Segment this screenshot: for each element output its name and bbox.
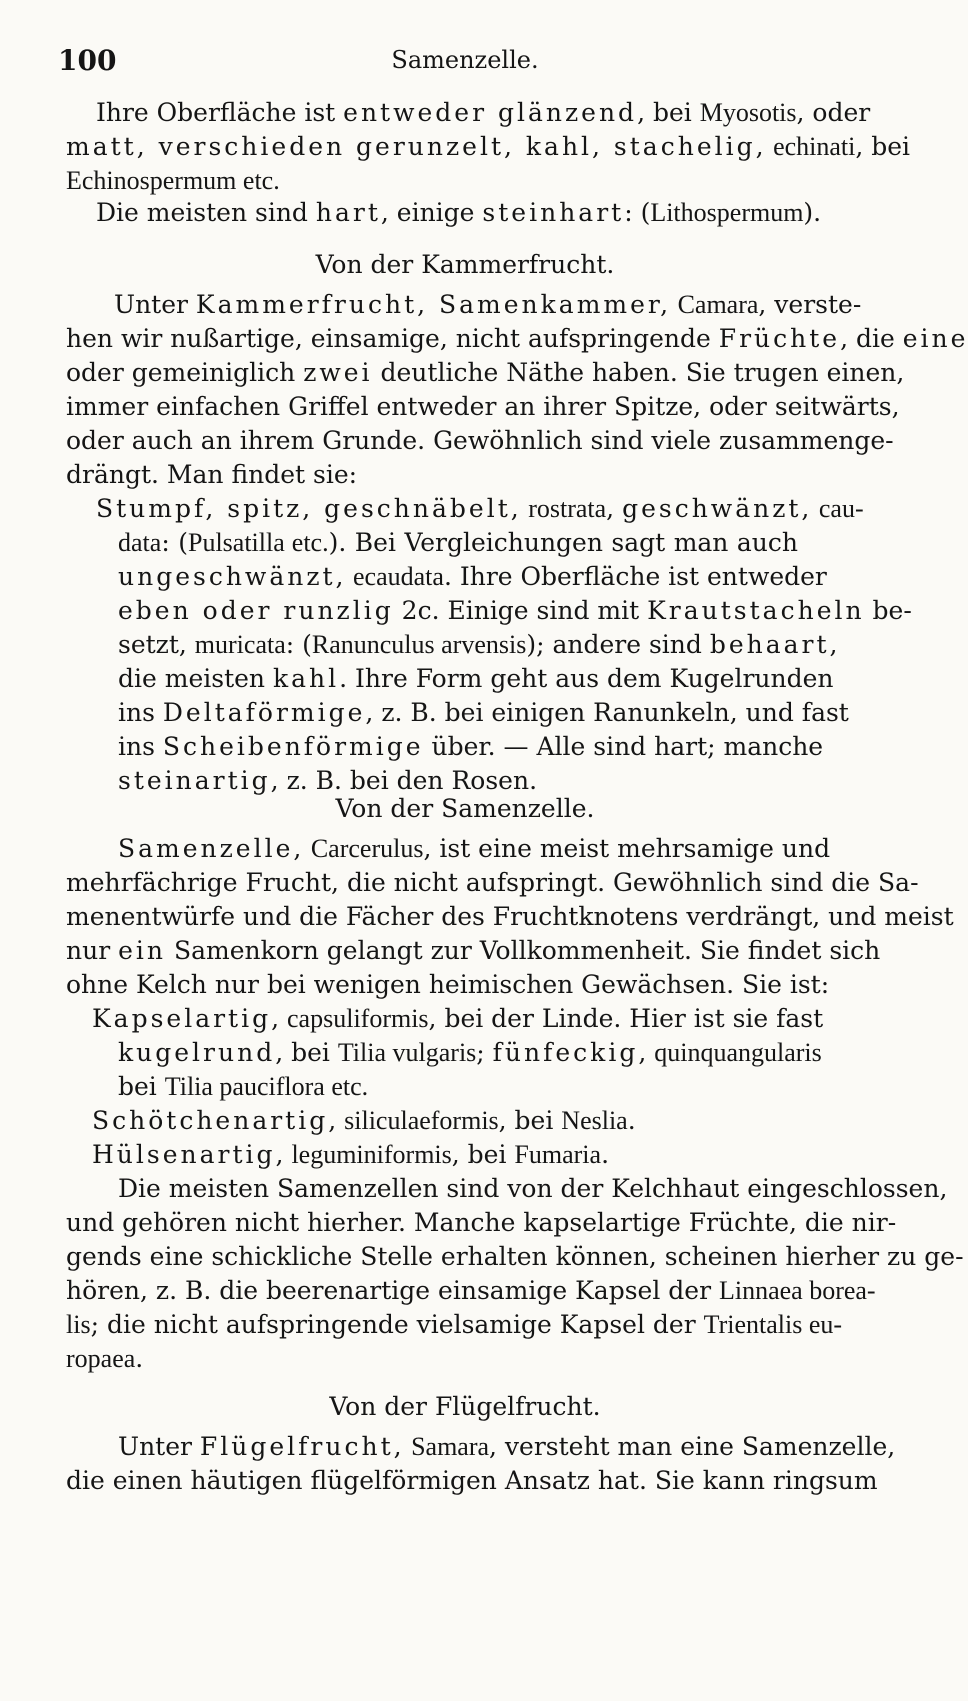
text-line: die meisten kahl. Ihre Form geht aus dem Kugelrunden [118,664,834,693]
text-line: hören, z. B. die beerenartige einsamige Kapsel der Linnaea borea- [66,1276,876,1305]
text-line: Schötchenartig, siliculaeformis, bei Neslia. [92,1106,636,1135]
page-number: 100 [58,44,117,77]
running-head: Samenzelle. [391,46,539,74]
text-line: kugelrund, bei Tilia vulgaris; fünfeckig, quinquangularis [118,1038,822,1067]
text-line: lis; die nicht aufspringende vielsamige Kapsel der Trientalis eu- [66,1310,843,1339]
text-line: menentwürfe und die Fächer des Fruchtknotens verdrängt, und meist [66,902,954,931]
section-heading: Von der Flügelfrucht. [329,1392,601,1421]
text-line: oder auch an ihrem Grunde. Gewöhnlich sind viele zusammenge- [66,426,894,455]
section-heading: Von der Samenzelle. [335,794,595,823]
text-line: matt, verschieden gerunzelt, kahl, stachelig, echinati, bei [66,132,911,161]
text-line: eben oder runzlig 2c. Einige sind mit Krautstacheln be- [118,596,912,625]
text-line: ohne Kelch nur bei wenigen heimischen Gewächsen. Sie ist: [66,970,830,999]
text-line: ins Scheibenförmige über. — Alle sind hart; manche [118,732,824,761]
text-line: ungeschwänzt, ecaudata. Ihre Oberfläche ist entweder [118,562,827,591]
text-line: steinartig, z. B. bei den Rosen. [118,766,538,795]
text-line: immer einfachen Griffel entweder an ihrer Spitze, oder seitwärts, [66,392,900,421]
text-line: Unter Kammerfrucht, Samenkammer, Camara, verste- [114,290,862,319]
text-line: nur ein Samenkorn gelangt zur Vollkommenheit. Sie findet sich [66,936,881,965]
text-line: Samenzelle, Carcerulus, ist eine meist mehrsamige und [118,834,831,863]
text-line: Unter Flügelfrucht, Samara, versteht man eine Samenzelle, [118,1432,896,1461]
text-line: und gehören nicht hierher. Manche kapselartige Früchte, die nir- [66,1208,897,1237]
text-line: oder gemeiniglich zwei deutliche Näthe haben. Sie trugen einen, [66,358,905,387]
text-line: Ihre Oberfläche ist entweder glänzend, bei Myosotis, oder [96,98,871,127]
text-line: Echinospermum etc. [66,166,280,195]
text-line: drängt. Man findet sie: [66,460,358,489]
text-line: Die meisten Samenzellen sind von der Kelchhaut eingeschlossen, [118,1174,948,1203]
text-line: data: (Pulsatilla etc.). Bei Vergleichungen sagt man auch [118,528,798,557]
text-line: mehrfächrige Frucht, die nicht aufspringt. Gewöhnlich sind die Sa- [66,868,919,897]
section-heading: Von der Kammerfrucht. [315,250,615,279]
text-line: bei Tilia pauciflora etc. [118,1072,369,1101]
text-line: Hülsenartig, leguminiformis, bei Fumaria. [92,1140,610,1169]
text-line: gends eine schickliche Stelle erhalten können, scheinen hierher zu ge- [66,1242,964,1271]
text-line: die einen häutigen flügelförmigen Ansatz hat. Sie kann ringsum [66,1466,878,1495]
text-line: hen wir nußartige, einsamige, nicht aufspringende Früchte, die eine [66,324,968,353]
text-line: Die meisten sind hart, einige steinhart: (Lithospermum). [96,198,822,227]
text-line: Stumpf, spitz, geschnäbelt, rostrata, geschwänzt, cau- [96,494,864,523]
text-line: ropaea. [66,1344,144,1373]
text-line: setzt, muricata: (Ranunculus arvensis); andere sind behaart, [118,630,841,659]
text-line: Kapselartig, capsuliformis, bei der Linde. Hier ist sie fast [92,1004,824,1033]
text-line: ins Deltaförmige, z. B. bei einigen Ranunkeln, und fast [118,698,849,727]
